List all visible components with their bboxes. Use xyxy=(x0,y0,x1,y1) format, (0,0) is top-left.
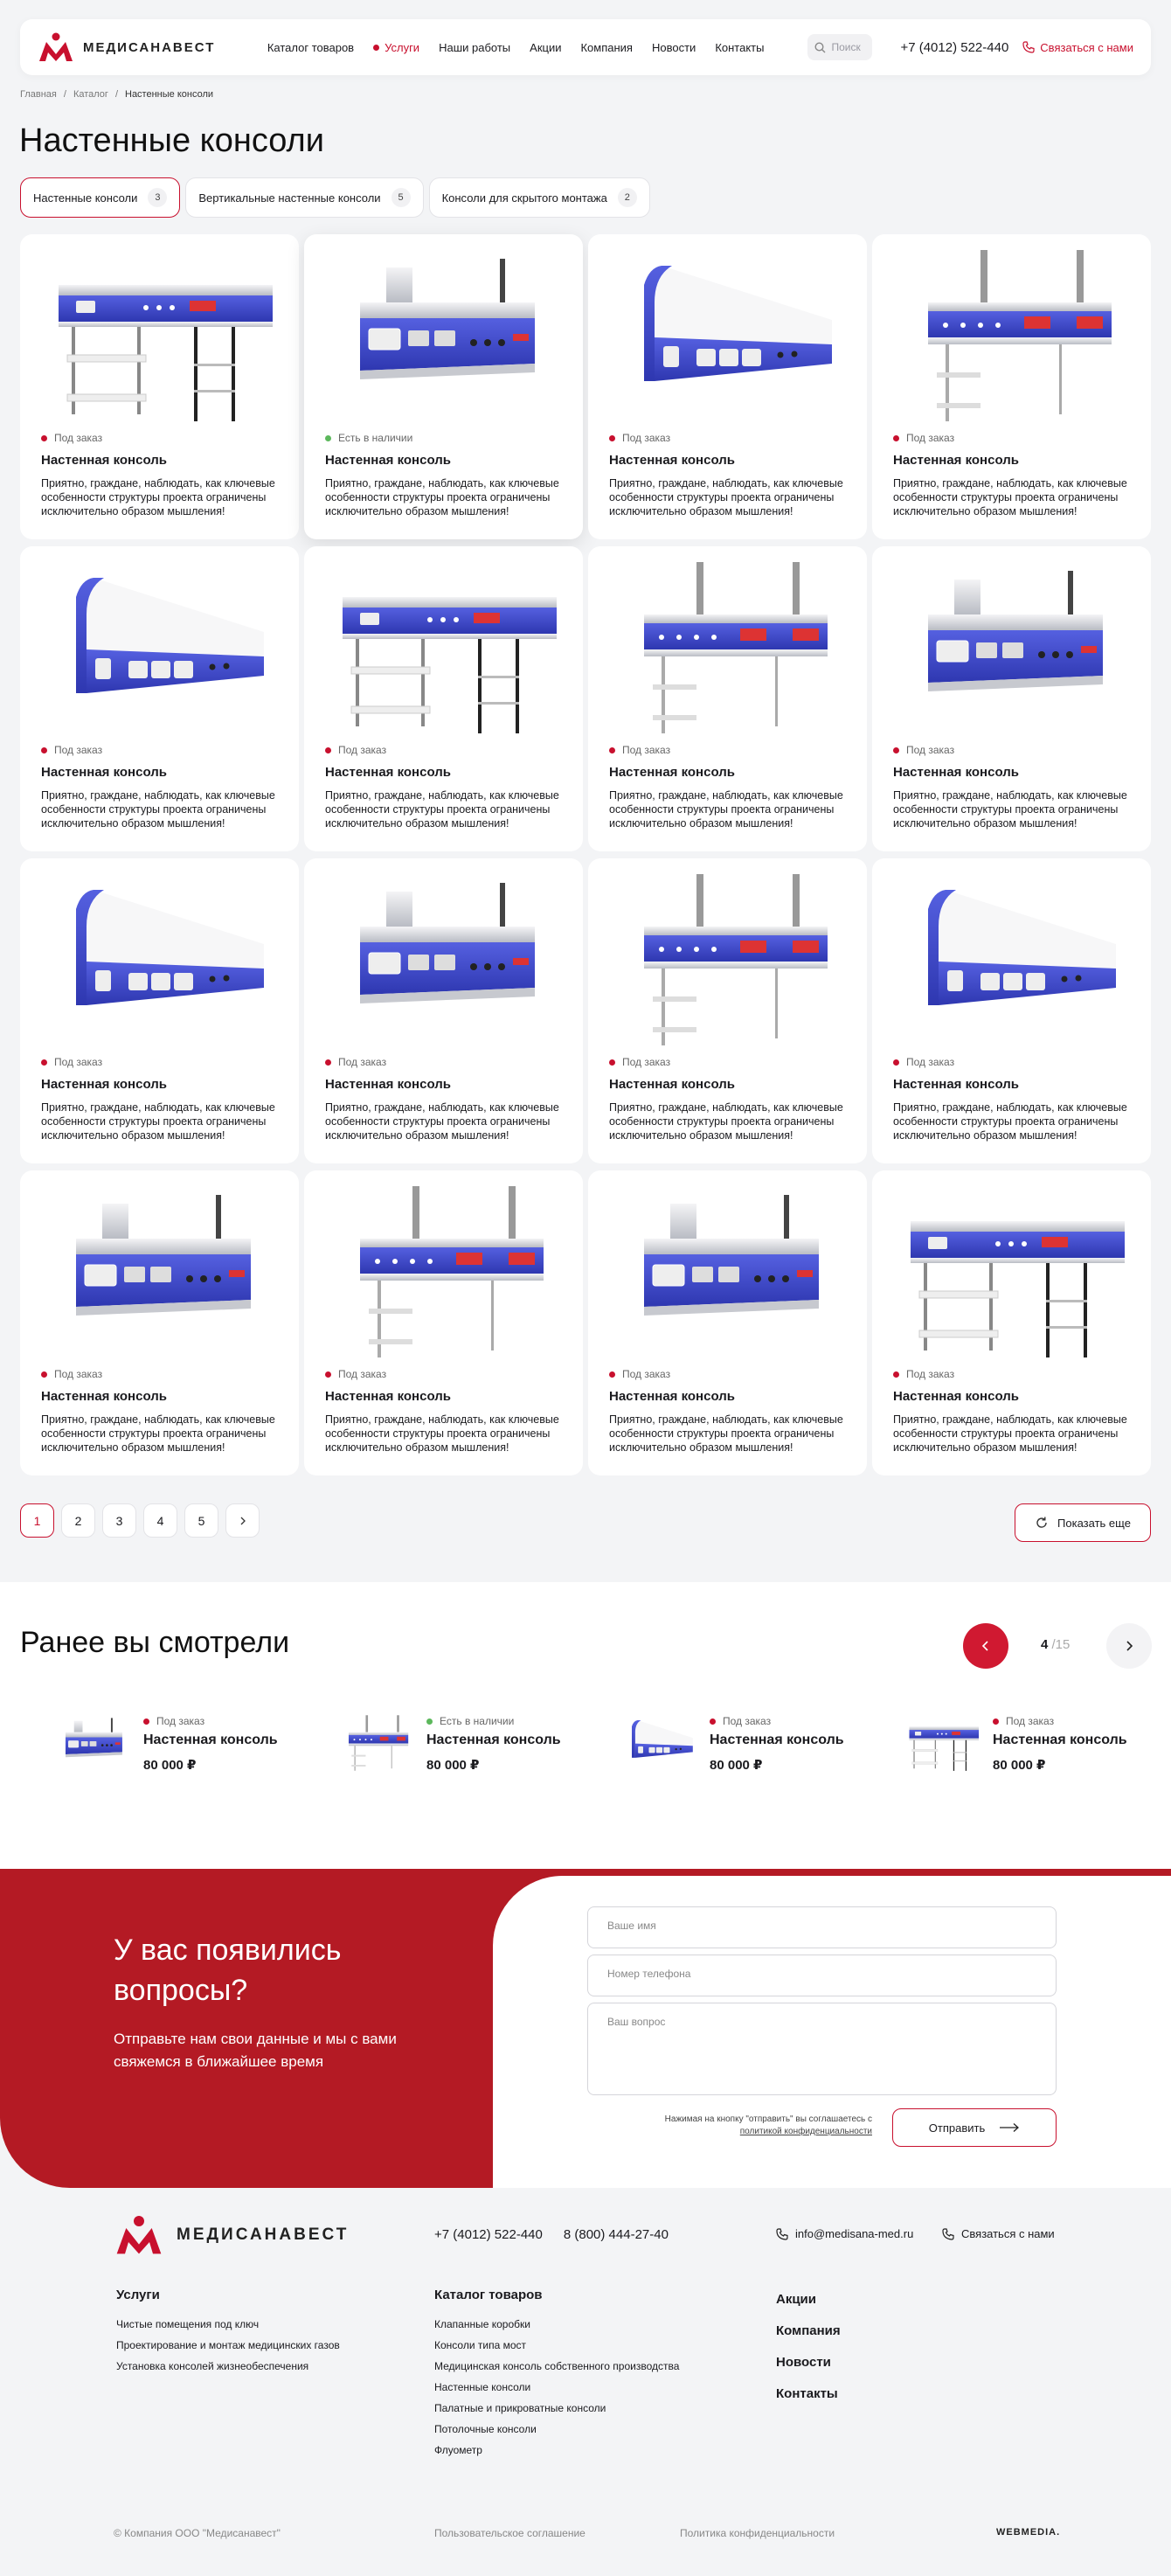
product-card[interactable] xyxy=(872,1170,1151,1475)
product-card[interactable] xyxy=(304,858,583,1163)
recent-product-info xyxy=(143,1713,278,1773)
breadcrumb-separator: / xyxy=(63,89,66,100)
recently-viewed-list xyxy=(54,1713,1171,1773)
recent-product-price: 80 000 ₽ xyxy=(143,1758,197,1773)
footer-catalog-title[interactable]: Каталог товаров xyxy=(434,2288,543,2302)
filter-count: 2 xyxy=(618,188,637,207)
status-text: Под заказ xyxy=(622,1368,671,1380)
privacy-policy-footer-link[interactable]: Политика конфиденциальности xyxy=(680,2527,835,2539)
footer-link-news[interactable]: Новости xyxy=(776,2355,831,2370)
product-title[interactable]: Настенная консоль xyxy=(609,1077,736,1092)
recent-product-item[interactable] xyxy=(620,1713,904,1773)
footer-catalog-link[interactable]: Настенные консоли xyxy=(434,2381,531,2393)
status-text: Под заказ xyxy=(338,1368,387,1380)
product-description: Приятно, граждане, наблюдать, как ключевые особенности структуры проекта ограничены исключительно образом мышления! xyxy=(325,1413,559,1454)
status-dot-icon xyxy=(893,747,899,753)
status-dot-icon xyxy=(143,1718,149,1725)
page-title: Настенные консоли xyxy=(19,122,324,159)
product-description: Приятно, граждане, наблюдать, как ключевые особенности структуры проекта ограничены исключительно образом мышления! xyxy=(893,789,1127,830)
show-more-button[interactable] xyxy=(1015,1503,1151,1542)
availability-status xyxy=(41,1368,278,1380)
product-card[interactable] xyxy=(20,858,299,1163)
status-text: Под заказ xyxy=(54,1056,103,1068)
product-title[interactable]: Настенная консоль xyxy=(325,765,452,780)
status-dot-icon xyxy=(993,1718,999,1725)
product-description: Приятно, граждане, наблюдать, как ключевые особенности структуры проекта ограничены исключительно образом мышления! xyxy=(41,1413,275,1454)
carousel-total: /15 xyxy=(1051,1637,1071,1652)
status-dot-icon xyxy=(41,1371,47,1378)
search-input[interactable] xyxy=(807,34,872,60)
breadcrumb-separator: / xyxy=(114,89,118,100)
next-page-button[interactable] xyxy=(225,1503,260,1538)
chevron-right-icon xyxy=(1124,1641,1134,1651)
product-image[interactable] xyxy=(41,874,278,1045)
page-4-button[interactable]: 4 xyxy=(143,1503,177,1538)
footer-catalog-link[interactable]: Медицинская консоль собственного производства xyxy=(434,2360,680,2372)
status-text: Под заказ xyxy=(54,1368,103,1380)
product-grid xyxy=(20,234,1151,1475)
status-dot-icon xyxy=(41,747,47,753)
product-title[interactable]: Настенная консоль xyxy=(41,1389,168,1404)
footer-service-link[interactable]: Установка консолей жизнеобеспечения xyxy=(116,2360,309,2372)
recently-viewed-title: Ранее вы смотрели xyxy=(20,1626,290,1659)
nav-news[interactable]: Новости xyxy=(651,40,696,54)
product-description: Приятно, граждане, наблюдать, как ключевые особенности структуры проекта ограничены исключительно образом мышления! xyxy=(325,789,559,830)
filter-count: 5 xyxy=(391,188,411,207)
footer-link-company[interactable]: Компания xyxy=(776,2323,841,2338)
status-dot-icon xyxy=(325,1059,331,1066)
footer-catalog-link[interactable]: Консоли типа мост xyxy=(434,2339,526,2351)
product-title[interactable]: Настенная консоль xyxy=(609,453,736,468)
refresh-icon xyxy=(1035,1516,1049,1530)
carousel-next-button[interactable] xyxy=(1106,1623,1152,1669)
recent-product-title[interactable]: Настенная консоль xyxy=(993,1732,1127,1747)
availability-status xyxy=(325,744,562,756)
footer-links xyxy=(776,2284,841,2410)
product-description: Приятно, граждане, наблюдать, как ключевые особенности структуры проекта ограничены исключительно образом мышления! xyxy=(41,477,275,517)
footer-catalog-link[interactable]: Флуометр xyxy=(434,2444,482,2456)
product-title[interactable]: Настенная консоль xyxy=(893,1077,1020,1092)
product-card[interactable] xyxy=(872,234,1151,539)
recent-product-title[interactable]: Настенная консоль xyxy=(426,1732,561,1747)
availability-status xyxy=(710,1715,844,1727)
phone-icon xyxy=(1022,41,1035,53)
product-description: Приятно, граждане, наблюдать, как ключевые особенности структуры проекта ограничены исключительно образом мышления! xyxy=(893,477,1127,517)
nav-services-label: Услуги xyxy=(385,40,420,54)
status-dot-icon xyxy=(893,1059,899,1066)
page-2-button[interactable]: 2 xyxy=(61,1503,95,1538)
product-title[interactable]: Настенная консоль xyxy=(609,1389,736,1404)
recent-product-title[interactable]: Настенная консоль xyxy=(143,1732,278,1747)
status-text: Под заказ xyxy=(338,1056,387,1068)
logo-text: МЕДИСАНАВЕСТ xyxy=(83,39,216,55)
status-text: Под заказ xyxy=(54,432,103,444)
availability-status xyxy=(609,1368,846,1380)
availability-status xyxy=(41,744,278,756)
nav-contacts[interactable]: Контакты xyxy=(715,40,765,54)
footer-catalog-link[interactable]: Потолочные консоли xyxy=(434,2423,537,2435)
status-text: Под заказ xyxy=(723,1715,772,1727)
status-dot-icon xyxy=(426,1718,433,1725)
product-image[interactable] xyxy=(609,1186,846,1357)
question-title: У вас появились вопросы? xyxy=(114,1934,342,2007)
copyright: © Компания ООО "Медисанавест" xyxy=(114,2527,281,2539)
availability-status xyxy=(893,1056,1130,1068)
main-nav xyxy=(267,41,765,54)
footer-logo[interactable] xyxy=(114,2214,349,2256)
availability-status xyxy=(993,1715,1127,1727)
filter-wall-consoles[interactable] xyxy=(20,177,180,218)
product-description: Приятно, граждане, наблюдать, как ключевые особенности структуры проекта ограничены исключительно образом мышления! xyxy=(41,1101,275,1142)
footer-services-list xyxy=(116,2314,340,2377)
footer-phone-1[interactable]: +7 (4012) 522-440 xyxy=(434,2227,543,2242)
active-dot-icon xyxy=(373,45,379,51)
product-title[interactable]: Настенная консоль xyxy=(609,765,736,780)
consent-text: Нажимая на кнопку "отправить" вы соглашаетесь с xyxy=(664,2114,872,2124)
status-text: Под заказ xyxy=(622,1056,671,1068)
show-more-label: Показать еще xyxy=(1057,1516,1131,1530)
product-image[interactable] xyxy=(325,1186,562,1357)
recent-product-price: 80 000 ₽ xyxy=(426,1758,480,1773)
user-agreement-link[interactable]: Пользовательское соглашение xyxy=(434,2527,586,2539)
status-dot-icon xyxy=(893,435,899,441)
product-card[interactable] xyxy=(20,546,299,851)
status-text: Под заказ xyxy=(54,744,103,756)
availability-status xyxy=(41,432,278,444)
contact-us-button[interactable] xyxy=(1022,41,1133,54)
footer-link-promotions[interactable]: Акции xyxy=(776,2292,817,2307)
product-title[interactable]: Настенная консоль xyxy=(325,1077,452,1092)
footer-service-link[interactable]: Чистые помещения под ключ xyxy=(116,2318,260,2330)
availability-status xyxy=(325,432,562,444)
breadcrumb-home[interactable]: Главная xyxy=(20,89,57,100)
product-card[interactable] xyxy=(20,234,299,539)
breadcrumb-current: Настенные консоли xyxy=(125,89,214,100)
nav-services[interactable] xyxy=(373,41,419,54)
recent-product-price: 80 000 ₽ xyxy=(993,1758,1046,1773)
pagination xyxy=(20,1503,260,1538)
status-dot-icon xyxy=(609,1371,615,1378)
carousel-prev-button[interactable] xyxy=(963,1623,1008,1669)
product-image[interactable] xyxy=(325,250,562,421)
carousel-current: 4 xyxy=(1041,1637,1049,1652)
logo-icon xyxy=(114,2214,164,2256)
product-description: Приятно, граждане, наблюдать, как ключевые особенности структуры проекта ограничены исключительно образом мышления! xyxy=(893,1101,1127,1142)
status-dot-icon xyxy=(609,435,615,441)
status-dot-icon xyxy=(609,1059,615,1066)
footer-phone-2[interactable]: 8 (800) 444-27-40 xyxy=(563,2227,669,2242)
phone-icon xyxy=(776,2228,788,2240)
product-card[interactable] xyxy=(588,1170,867,1475)
product-image[interactable] xyxy=(893,874,1130,1045)
recent-product-item[interactable] xyxy=(337,1713,620,1773)
recent-product-info xyxy=(426,1713,561,1773)
footer-email-text: info@medisana-med.ru xyxy=(795,2227,914,2240)
product-card[interactable] xyxy=(304,1170,583,1475)
status-text: Под заказ xyxy=(622,432,671,444)
submit-button[interactable] xyxy=(892,2108,1057,2147)
product-title[interactable]: Настенная консоль xyxy=(893,765,1020,780)
product-card[interactable] xyxy=(20,1170,299,1475)
product-card[interactable] xyxy=(588,234,867,539)
product-description: Приятно, граждане, наблюдать, как ключевые особенности структуры проекта ограничены исключительно образом мышления! xyxy=(325,477,559,517)
filter-vertical-consoles[interactable] xyxy=(185,177,423,218)
chevron-right-icon xyxy=(239,1517,247,1525)
product-description: Приятно, граждане, наблюдать, как ключевые особенности структуры проекта ограничены исключительно образом мышления! xyxy=(325,1101,559,1142)
availability-status xyxy=(893,432,1130,444)
availability-status xyxy=(41,1056,278,1068)
product-title[interactable]: Настенная консоль xyxy=(41,1077,168,1092)
product-image[interactable] xyxy=(893,1186,1130,1357)
status-text: Под заказ xyxy=(1006,1715,1055,1727)
question-subtitle: Отправьте нам свои данные и мы с вами свяжемся в ближайшее время xyxy=(114,2031,397,2070)
nav-company[interactable]: Компания xyxy=(580,40,633,54)
footer-services-title[interactable]: Услуги xyxy=(116,2288,160,2302)
submit-label: Отправить xyxy=(928,2121,986,2135)
product-card[interactable] xyxy=(588,858,867,1163)
product-title[interactable]: Настенная консоль xyxy=(325,453,452,468)
recent-product-title[interactable]: Настенная консоль xyxy=(710,1732,844,1747)
page-3-button[interactable]: 3 xyxy=(102,1503,136,1538)
status-text: Под заказ xyxy=(338,744,387,756)
availability-status xyxy=(609,432,846,444)
recent-product-image[interactable] xyxy=(54,1713,131,1773)
product-description: Приятно, граждане, наблюдать, как ключевые особенности структуры проекта ограничены исключительно образом мышления! xyxy=(893,1413,1127,1454)
status-text: Под заказ xyxy=(156,1715,205,1727)
product-description: Приятно, граждане, наблюдать, как ключевые особенности структуры проекта ограничены исключительно образом мышления! xyxy=(41,789,275,830)
product-description: Приятно, граждане, наблюдать, как ключевые особенности структуры проекта ограничены исключительно образом мышления! xyxy=(609,1101,843,1142)
nav-catalog[interactable]: Каталог товаров xyxy=(267,40,355,54)
status-text: Под заказ xyxy=(906,744,955,756)
product-card[interactable] xyxy=(304,546,583,851)
status-text: Есть в наличии xyxy=(338,432,413,444)
product-title[interactable]: Настенная консоль xyxy=(41,765,168,780)
availability-status xyxy=(426,1715,561,1727)
recently-viewed-section xyxy=(0,1582,1171,1871)
contact-us-label: Связаться с нами xyxy=(1040,40,1133,54)
product-image[interactable] xyxy=(893,250,1130,421)
nav-promotions[interactable]: Акции xyxy=(530,40,562,54)
recent-product-item[interactable] xyxy=(904,1713,1171,1773)
filter-label: Вертикальные настенные консоли xyxy=(198,191,381,205)
product-title[interactable]: Настенная консоль xyxy=(41,453,168,468)
product-image[interactable] xyxy=(893,562,1130,733)
product-card[interactable] xyxy=(588,546,867,851)
recent-product-info xyxy=(993,1713,1127,1773)
product-card[interactable] xyxy=(872,858,1151,1163)
status-text: Есть в наличии xyxy=(440,1715,515,1727)
recent-product-info xyxy=(710,1713,844,1773)
footer-link-contacts[interactable]: Контакты xyxy=(776,2386,838,2401)
footer-phones xyxy=(434,2227,669,2242)
availability-status xyxy=(143,1715,278,1727)
question-field[interactable]: Ваш вопрос xyxy=(587,2003,1057,2095)
filter-label: Консоли для скрытого монтажа xyxy=(441,191,607,205)
status-dot-icon xyxy=(41,1059,47,1066)
product-image[interactable] xyxy=(609,250,846,421)
product-description: Приятно, граждане, наблюдать, как ключевые особенности структуры проекта ограничены исключительно образом мышления! xyxy=(609,789,843,830)
carousel-counter xyxy=(1041,1637,1070,1652)
filter-count: 3 xyxy=(148,188,167,207)
filter-label: Настенные консоли xyxy=(33,191,138,205)
footer-service-link[interactable]: Проектирование и монтаж медицинских газов xyxy=(116,2339,340,2351)
footer-contact-button[interactable] xyxy=(942,2227,1055,2240)
availability-status xyxy=(893,744,1130,756)
product-title[interactable]: Настенная консоль xyxy=(893,1389,1020,1404)
product-card[interactable] xyxy=(872,546,1151,851)
product-title[interactable]: Настенная консоль xyxy=(893,453,1020,468)
footer-email[interactable] xyxy=(776,2227,913,2240)
product-image[interactable] xyxy=(325,874,562,1045)
arrow-right-icon xyxy=(999,2122,1020,2133)
status-text: Под заказ xyxy=(906,432,955,444)
footer-logo-text: МЕДИСАНАВЕСТ xyxy=(177,2225,350,2244)
status-dot-icon xyxy=(325,1371,331,1378)
breadcrumb-catalog[interactable]: Каталог xyxy=(73,89,108,100)
product-image[interactable] xyxy=(325,562,562,733)
footer-catalog-link[interactable]: Клапанные коробки xyxy=(434,2318,530,2330)
status-text: Под заказ xyxy=(906,1368,955,1380)
product-description: Приятно, граждане, наблюдать, как ключевые особенности структуры проекта ограничены исключительно образом мышления! xyxy=(609,477,843,517)
phone-icon xyxy=(942,2228,954,2240)
availability-status xyxy=(893,1368,1130,1380)
footer-catalog-link[interactable]: Палатные и прикроватные консоли xyxy=(434,2402,606,2414)
status-dot-icon xyxy=(41,435,47,441)
product-title[interactable]: Настенная консоль xyxy=(325,1389,452,1404)
nav-works[interactable]: Наши работы xyxy=(439,40,511,54)
search-icon xyxy=(814,42,826,53)
phone-field[interactable]: Номер телефона xyxy=(587,1955,1057,1996)
availability-status xyxy=(609,744,846,756)
site-footer xyxy=(0,2188,1171,2576)
status-text: Под заказ xyxy=(622,744,671,756)
name-field[interactable]: Ваше имя xyxy=(587,1906,1057,1948)
product-card[interactable] xyxy=(304,234,583,539)
status-text: Под заказ xyxy=(906,1056,955,1068)
category-filters xyxy=(20,177,650,218)
footer-catalog-list xyxy=(434,2314,679,2461)
product-image[interactable] xyxy=(609,874,846,1045)
status-dot-icon xyxy=(325,747,331,753)
availability-status xyxy=(325,1056,562,1068)
recent-product-item[interactable] xyxy=(54,1713,337,1773)
recent-product-image[interactable] xyxy=(337,1713,414,1773)
product-image[interactable] xyxy=(609,562,846,733)
chevron-left-icon xyxy=(980,1641,991,1651)
product-image[interactable] xyxy=(41,250,278,421)
site-header xyxy=(20,19,1151,75)
developer-logo[interactable]: WEBMEDIA. xyxy=(996,2527,1061,2538)
status-dot-icon xyxy=(893,1371,899,1378)
product-image[interactable] xyxy=(41,1186,278,1357)
recent-product-price: 80 000 ₽ xyxy=(710,1758,763,1773)
header-phone[interactable]: +7 (4012) 522-440 xyxy=(900,39,1009,55)
status-dot-icon xyxy=(609,747,615,753)
consent-note xyxy=(647,2114,872,2138)
breadcrumb xyxy=(20,89,213,100)
availability-status xyxy=(325,1368,562,1380)
recent-product-image[interactable] xyxy=(620,1713,697,1773)
page-1-button[interactable]: 1 xyxy=(20,1503,54,1538)
product-description: Приятно, граждане, наблюдать, как ключевые особенности структуры проекта ограничены исключительно образом мышления! xyxy=(609,1413,843,1454)
logo[interactable] xyxy=(38,31,266,63)
product-image[interactable] xyxy=(41,562,278,733)
availability-status xyxy=(609,1056,846,1068)
filter-hidden-mount-consoles[interactable] xyxy=(429,177,650,218)
status-dot-icon xyxy=(710,1718,716,1725)
privacy-policy-link[interactable]: политикой конфиденциальности xyxy=(739,2127,872,2136)
search-placeholder: Поиск xyxy=(831,41,861,53)
logo-icon xyxy=(38,31,74,63)
page-5-button[interactable]: 5 xyxy=(184,1503,218,1538)
recent-product-image[interactable] xyxy=(904,1713,980,1773)
status-dot-icon xyxy=(325,435,331,441)
footer-contact-label: Связаться с нами xyxy=(961,2227,1055,2240)
